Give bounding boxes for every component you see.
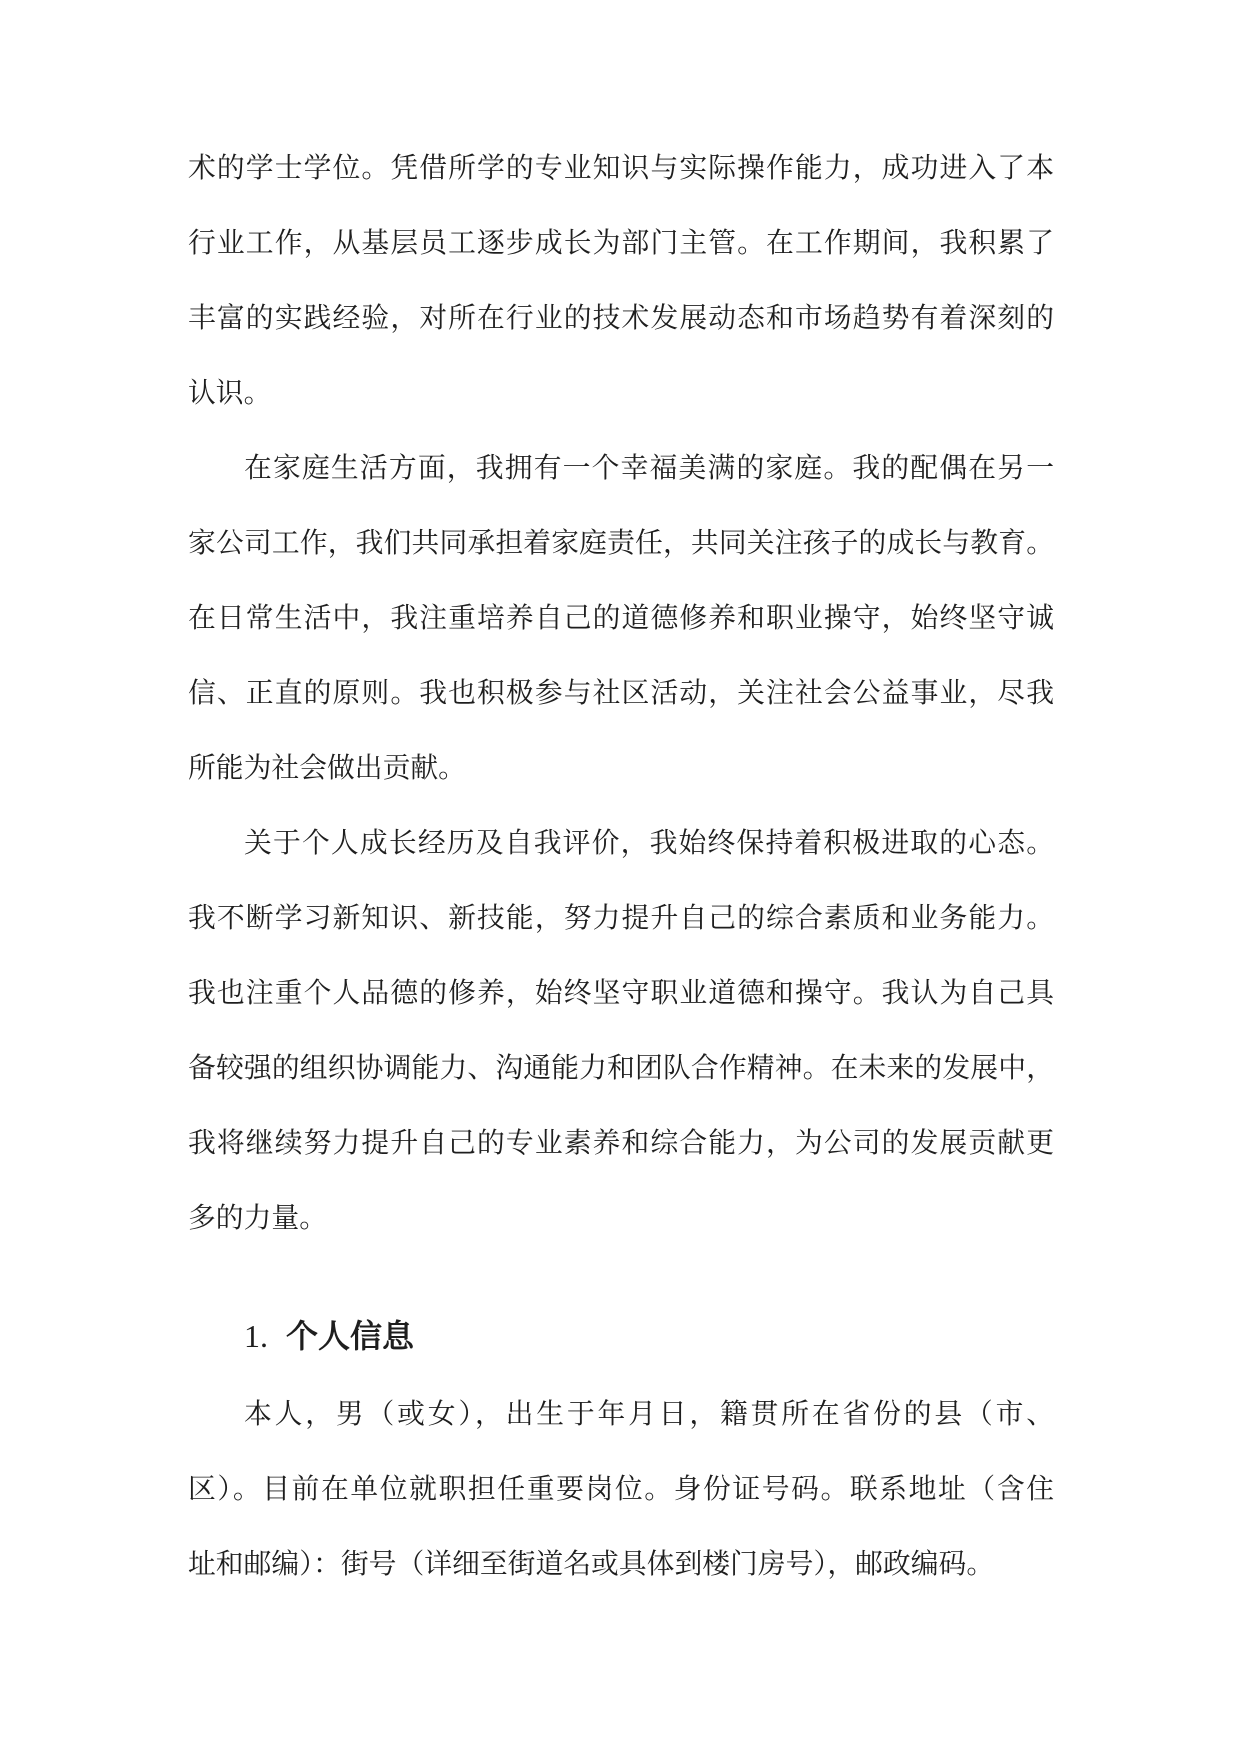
text-line: 多的力量。	[188, 1203, 327, 1234]
paragraph-self-evaluation	[188, 806, 1054, 1256]
text-line: 区）。目前在单位就职担任重要岗位。身份证号码。联系地址（含住	[188, 1474, 1054, 1505]
section-heading-personal-info	[244, 1299, 1054, 1374]
text-line: 丰富的实践经验，对所在行业的技术发展动态和市场趋势有着深刻的	[188, 303, 1054, 334]
text-line: 家公司工作，我们共同承担着家庭责任，共同关注孩子的成长与教育。	[188, 528, 1054, 559]
heading-number: 1.	[244, 1318, 268, 1354]
text-line: 在家庭生活方面，我拥有一个幸福美满的家庭。我的配偶在另一	[244, 453, 1054, 484]
text-line: 信、正直的原则。我也积极参与社区活动，关注社会公益事业，尽我	[188, 678, 1054, 709]
paragraph-education-career	[188, 131, 1054, 431]
text-line: 我也注重个人品德的修养，始终坚守职业道德和操守。我认为自己具	[188, 978, 1054, 1009]
text-line: 认识。	[188, 378, 272, 409]
text-line: 术的学士学位。凭借所学的专业知识与实际操作能力，成功进入了本	[188, 153, 1054, 184]
text-line: 我将继续努力提升自己的专业素养和综合能力，为公司的发展贡献更	[188, 1128, 1054, 1159]
text-line: 我不断学习新知识、新技能，努力提升自己的综合素质和业务能力。	[188, 903, 1054, 934]
heading-title: 个人信息	[286, 1318, 415, 1354]
text-line: 址和邮编）：街号（详细至街道名或具体到楼门房号），邮政编码。	[188, 1549, 995, 1580]
text-line: 在日常生活中，我注重培养自己的道德修养和职业操守，始终坚守诚	[188, 603, 1054, 634]
text-line: 关于个人成长经历及自我评价，我始终保持着积极进取的心态。	[244, 828, 1054, 859]
text-line: 行业工作，从基层员工逐步成长为部门主管。在工作期间，我积累了	[188, 228, 1054, 259]
text-line: 本人，男（或女），出生于年月日，籍贯所在省份的县（市、	[244, 1399, 1054, 1430]
text-line: 所能为社会做出贡献。	[188, 753, 466, 784]
text-line: 备较强的组织协调能力、沟通能力和团队合作精神。在未来的发展中，	[188, 1053, 1054, 1084]
paragraph-family-life	[188, 431, 1054, 806]
paragraph-personal-info	[188, 1377, 1054, 1602]
